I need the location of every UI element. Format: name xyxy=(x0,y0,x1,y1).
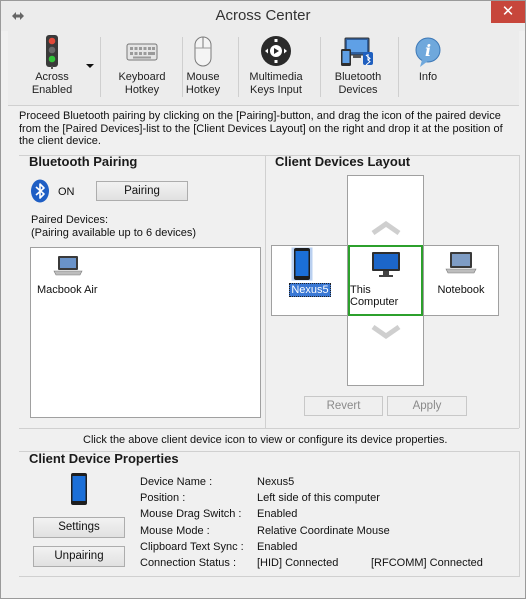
property-label: Mouse Drag Switch : xyxy=(140,508,242,520)
property-value: Left side of this computer xyxy=(257,492,380,504)
toolbar xyxy=(8,31,519,105)
phone-icon xyxy=(68,473,90,505)
layout-slot-left[interactable] xyxy=(275,246,345,314)
revert-button[interactable]: Revert xyxy=(304,396,383,416)
client-devices-layout-title: Client Devices Layout xyxy=(275,154,411,169)
window-title: Across Center xyxy=(215,7,311,24)
list-item-macbook-air[interactable] xyxy=(37,254,97,302)
toolbar-across-enabled[interactable] xyxy=(20,31,84,103)
toolbar-keyboard-hotkey[interactable] xyxy=(108,31,176,103)
title-bar[interactable] xyxy=(1,1,525,31)
property-value: Enabled xyxy=(257,508,298,520)
property-value: Enabled xyxy=(257,541,298,553)
monitor-icon xyxy=(371,251,401,279)
toolbar-mouse-hotkey[interactable] xyxy=(178,31,228,103)
toolbar-bluetooth-devices[interactable] xyxy=(326,31,390,103)
property-label: Position : xyxy=(140,492,186,504)
toolbar-label: Across Enabled xyxy=(31,71,73,96)
toolbar-label: Multimedia Keys Input xyxy=(249,71,303,96)
paired-devices-hint: (Pairing available up to 6 devices) xyxy=(31,227,197,239)
laptop-icon xyxy=(445,250,477,276)
device-label-center: This Computer xyxy=(350,284,399,308)
device-name: Macbook Air xyxy=(37,284,98,296)
property-value: [HID] Connected xyxy=(257,557,339,569)
paired-devices-label: Paired Devices: xyxy=(31,214,109,226)
property-label: Device Name : xyxy=(140,476,213,488)
section-divider xyxy=(19,428,519,429)
laptop-icon xyxy=(53,254,83,278)
toolbar-label: Info xyxy=(418,71,438,83)
bluetooth-pairing-title: Bluetooth Pairing xyxy=(29,154,138,169)
svg-text:i: i xyxy=(424,41,432,60)
chevron-up-icon[interactable] xyxy=(371,221,401,235)
layout-slot-right[interactable] xyxy=(425,246,497,314)
property-label: Clipboard Text Sync : xyxy=(140,541,244,553)
toolbar-separator xyxy=(320,37,321,97)
property-label: Mouse Mode : xyxy=(140,525,210,537)
toolbar-info[interactable] xyxy=(408,31,448,103)
mouse-icon xyxy=(183,35,223,69)
toolbar-separator xyxy=(398,37,399,97)
property-label: Connection Status : xyxy=(140,557,237,569)
property-value-secondary: [RFCOMM] Connected xyxy=(371,557,483,569)
property-value: Nexus5 xyxy=(257,476,295,488)
pairing-button[interactable]: Pairing xyxy=(96,181,188,201)
bluetooth-status: ON xyxy=(58,186,75,198)
hint-text: Click the above client device icon to view or configure its device properties. xyxy=(83,434,448,446)
property-value: Relative Coordinate Mouse xyxy=(257,525,390,537)
phone-icon xyxy=(291,247,313,281)
paired-devices-list[interactable] xyxy=(30,247,261,418)
unpairing-button[interactable]: Unpairing xyxy=(33,546,125,567)
keyboard-icon xyxy=(122,35,162,69)
bluetooth-icon xyxy=(30,179,50,203)
chevron-down-icon[interactable] xyxy=(371,325,401,339)
section-divider xyxy=(265,155,266,428)
bluetooth-devices-icon xyxy=(338,35,378,69)
toolbar-separator xyxy=(238,37,239,97)
device-label-left: Nexus5 xyxy=(291,284,329,296)
toolbar-label: Keyboard Hotkey xyxy=(118,71,166,96)
settings-button[interactable]: Settings xyxy=(33,517,125,538)
instructions-text: Proceed Bluetooth pairing by clicking on the [Pairing]-button, and drag the icon of the paired device from the [Paired Devices]-list to the [Client Devices Layout] on the right and drop it at the position of the client device. xyxy=(19,110,503,147)
close-button[interactable]: ✕ xyxy=(491,1,525,23)
toolbar-label: Bluetooth Devices xyxy=(334,71,382,96)
section-divider xyxy=(519,155,520,428)
client-device-properties-title: Client Device Properties xyxy=(29,451,179,466)
chevron-down-icon[interactable] xyxy=(86,64,94,68)
section-divider xyxy=(519,451,520,577)
toolbar-divider xyxy=(8,105,519,106)
toolbar-separator xyxy=(100,37,101,97)
toolbar-label: Mouse Hotkey xyxy=(185,71,221,96)
toolbar-multimedia-keys[interactable] xyxy=(242,31,310,103)
layout-slot-center[interactable] xyxy=(348,245,423,316)
info-icon xyxy=(408,35,448,69)
section-divider xyxy=(19,576,519,577)
device-label-right: Notebook xyxy=(437,284,485,296)
apply-button[interactable]: Apply xyxy=(387,396,467,416)
traffic-light-icon xyxy=(32,35,72,69)
multimedia-icon xyxy=(256,35,296,69)
